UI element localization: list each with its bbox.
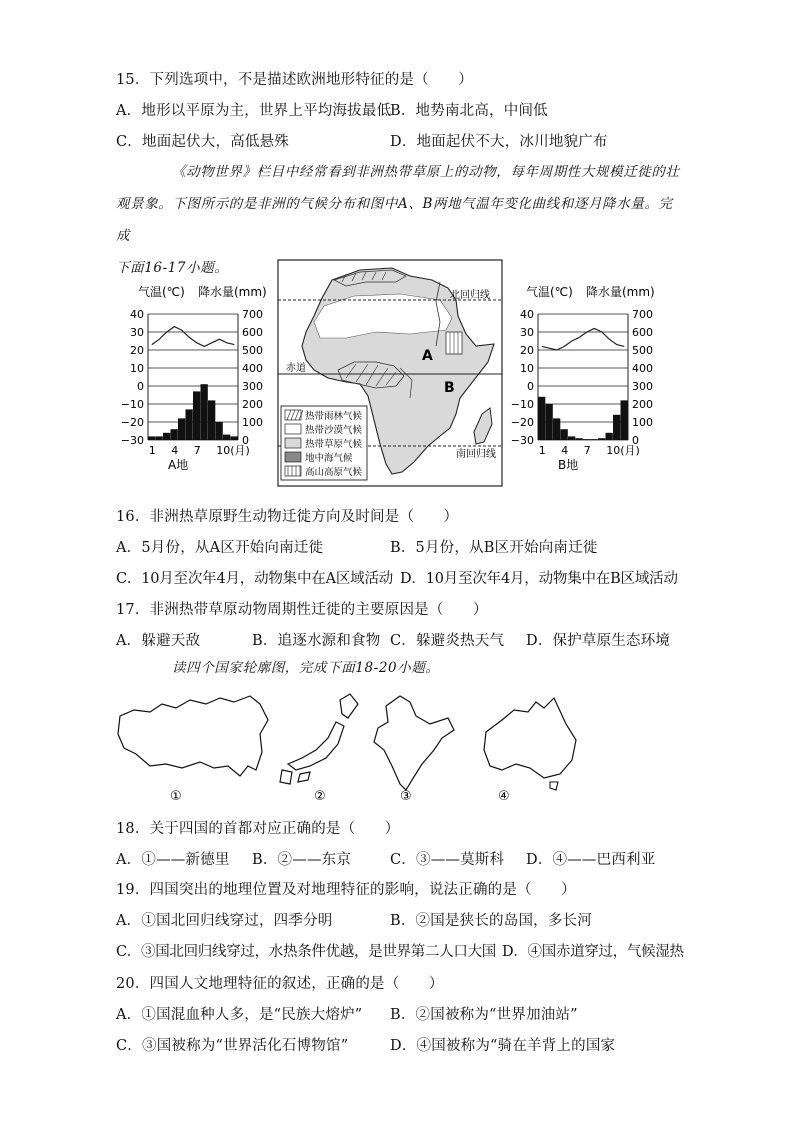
precip-bar	[598, 438, 605, 440]
precip-bar	[163, 433, 170, 440]
outline-label-4: ④	[498, 789, 510, 804]
q17-stem: 17．非洲热带草原动物周期性迁徙的主要原因是（ ）	[116, 602, 488, 618]
q15-stem: 15．下列选项中，不是描述欧洲地形特征的是（ ）	[116, 72, 473, 88]
legend-label: 热带雨林气候	[305, 411, 363, 422]
q18-stem: 18．关于四国的首都对应正确的是（ ）	[116, 821, 400, 837]
precip-tick-label: 600	[632, 326, 653, 339]
chart-a-site: A地	[168, 458, 189, 472]
precip-tick-label: 100	[242, 416, 263, 429]
chart-a-precip-label: 降水量(mm)	[198, 285, 267, 299]
q19-option-d: D．④国赤道穿过，气候湿热	[502, 944, 684, 960]
q15-option-b: B．地势南北高，中间低	[390, 103, 548, 119]
q18-option-c: C．③——莫斯科	[390, 852, 505, 868]
precip-bar	[591, 439, 598, 440]
q15-option-d: D．地面起伏不大，冰川地貌广布	[390, 134, 608, 150]
country-outlines-figure	[110, 688, 590, 806]
legend-label: 热带草原气候	[305, 439, 363, 450]
precip-bar	[231, 436, 238, 440]
temp-tick-label: 20	[130, 344, 144, 357]
month-tick-label: 1	[148, 444, 156, 457]
precip-tick-label: 0	[632, 434, 639, 447]
temp-tick-label: 0	[137, 380, 144, 393]
precip-bar	[546, 404, 553, 440]
precip-bar	[621, 400, 628, 440]
precip-bar	[553, 418, 560, 440]
month-tick-label: 10(月)	[216, 444, 250, 457]
climate-chart-b	[511, 284, 655, 472]
q19-option-b: B．②国是狭长的岛国，多长河	[390, 913, 592, 929]
precip-tick-label: 300	[632, 380, 653, 393]
africa-map	[278, 260, 502, 486]
chart-b-temp-label: 气温(℃)	[526, 285, 573, 299]
q19-stem: 19．四国突出的地理位置及对地理特征的影响，说法正确的是（ ）	[116, 882, 576, 898]
precip-tick-label: 400	[242, 362, 263, 375]
outline-intro: 读四个国家轮廓图，完成下面18-20小题。	[172, 660, 440, 676]
outline-label-1: ①	[170, 789, 182, 804]
precip-tick-label: 0	[242, 434, 249, 447]
country-outline-1	[118, 696, 268, 776]
point-a-label: A	[422, 348, 433, 364]
q16-option-d: D．10月至次年4月，动物集中在B区域活动	[400, 571, 678, 587]
temp-tick-label: 20	[520, 344, 534, 357]
precip-bar	[606, 433, 613, 440]
precip-bar	[186, 409, 193, 440]
q18-option-a: A．①——新德里	[116, 852, 230, 868]
tropic-of-cancer-label: 北回归线	[450, 290, 490, 301]
chart-a-temperature-curve	[152, 327, 235, 347]
legend-label: 地中海气候	[305, 453, 353, 464]
precip-bar	[156, 436, 163, 440]
equator-label: 赤道	[286, 363, 306, 374]
legend-swatch	[285, 466, 301, 476]
temp-tick-label: 30	[130, 326, 144, 339]
precip-tick-label: 500	[242, 344, 263, 357]
precip-tick-label: 200	[632, 398, 653, 411]
temp-tick-label: 10	[130, 362, 144, 375]
month-tick-label: 4	[561, 444, 569, 457]
passage-line-3: 下面16-17小题。	[116, 260, 229, 276]
temp-tick-label: −10	[510, 398, 534, 411]
legend-label: 热带沙漠气候	[305, 425, 363, 436]
temp-tick-label: −20	[510, 416, 534, 429]
temp-tick-label: −30	[120, 434, 144, 447]
temp-tick-label: −30	[510, 434, 534, 447]
precip-tick-label: 600	[242, 326, 263, 339]
outline-label-3: ③	[400, 789, 412, 804]
precip-bar	[216, 422, 223, 440]
chart-b-site: B地	[558, 458, 579, 472]
precip-tick-label: 700	[632, 308, 653, 321]
precip-bar	[576, 438, 583, 440]
temp-tick-label: 30	[520, 326, 534, 339]
climate-chart-a	[121, 284, 267, 472]
q20-option-a: A．①国混血种人多，是“民族大熔炉”	[116, 1007, 363, 1023]
q17-option-a: A．躲避天敌	[116, 633, 201, 649]
country-outline-2	[280, 694, 358, 784]
map-legend	[281, 406, 367, 480]
legend-swatch	[285, 438, 301, 448]
precip-bar	[171, 429, 178, 440]
precip-bar	[193, 391, 200, 440]
passage-line-2: 观景象。下图所示的是非洲的气候分布和图中A、B两地气温年变化曲线和逐月降水量。完成	[116, 196, 673, 244]
q18-option-d: D．④——巴西利亚	[526, 852, 656, 868]
precip-bar	[538, 397, 545, 440]
temp-tick-label: −20	[120, 416, 144, 429]
precip-bar	[178, 418, 185, 440]
q19-option-a: A．①国北回归线穿过，四季分明	[116, 913, 333, 929]
precip-bar	[568, 436, 575, 440]
chart-a-temp-label: 气温(℃)	[138, 285, 185, 299]
legend-swatch	[285, 452, 301, 462]
precip-tick-label: 400	[632, 362, 653, 375]
month-tick-label: 4	[171, 444, 179, 457]
temp-tick-label: −10	[120, 398, 144, 411]
q18-option-b: B．②——东京	[252, 852, 352, 868]
q15-option-c: C．地面起伏大，高低悬殊	[116, 134, 289, 150]
q16-option-c: C．10月至次年4月，动物集中在A区域活动	[116, 571, 394, 587]
precip-tick-label: 700	[242, 308, 263, 321]
precip-tick-label: 300	[242, 380, 263, 393]
point-b-label: B	[444, 380, 455, 396]
africa-climate-figure	[110, 258, 680, 490]
q20-option-d: D．④国被称为“骑在羊背上的国家	[390, 1038, 616, 1054]
temp-tick-label: 40	[520, 308, 534, 321]
q20-stem: 20．四国人文地理特征的叙述，正确的是（ ）	[116, 976, 444, 992]
temp-tick-label: 10	[520, 362, 534, 375]
temp-tick-label: 40	[130, 308, 144, 321]
month-tick-label: 1	[538, 444, 546, 457]
q16-stem: 16．非洲热草原野生动物迁徙方向及时间是（ ）	[116, 509, 459, 525]
month-tick-label: 10(月)	[606, 444, 640, 457]
country-outline-3	[374, 696, 454, 790]
q17-option-c: C．躲避炎热天气	[390, 633, 505, 649]
q16-option-a: A．5月份，从A区开始向南迁徙	[116, 540, 324, 556]
q17-option-b: B．追逐水源和食物	[252, 633, 381, 649]
q15-option-a: A．地形以平原为主，世界上平均海拔最低	[116, 103, 392, 119]
q19-option-c: C．③国北回归线穿过，水热条件优越，是世界第二人口大国	[116, 944, 496, 960]
precip-bar	[201, 384, 208, 440]
chart-b-precip-label: 降水量(mm)	[586, 285, 655, 299]
q17-option-d: D．保护草原生态环境	[526, 633, 671, 649]
temp-tick-label: 0	[527, 380, 534, 393]
precip-bar	[223, 435, 230, 440]
precip-bar	[583, 439, 590, 440]
precip-bar	[148, 436, 155, 440]
precip-bar	[208, 400, 215, 440]
precip-tick-label: 500	[632, 344, 653, 357]
legend-label: 高山高原气候	[305, 467, 363, 478]
q16-option-b: B．5月份，从B区开始向南迁徙	[390, 540, 598, 556]
q20-option-c: C．③国被称为“世界活化石博物馆”	[116, 1038, 349, 1054]
country-outline-4	[484, 698, 576, 778]
month-tick-label: 7	[193, 444, 201, 457]
q20-option-b: B．②国被称为“世界加油站”	[390, 1007, 578, 1023]
outline-label-2: ②	[314, 789, 326, 804]
passage-line-1: 《动物世界》栏目中经常看到非洲热带草原上的动物，每年周期性大规模迁徙的壮	[172, 164, 680, 180]
precip-tick-label: 100	[632, 416, 653, 429]
tropic-of-capricorn-label: 南回归线	[456, 449, 496, 460]
precip-tick-label: 200	[242, 398, 263, 411]
legend-swatch	[285, 424, 301, 434]
precip-bar	[561, 429, 568, 440]
precip-bar	[613, 415, 620, 440]
month-tick-label: 7	[583, 444, 591, 457]
